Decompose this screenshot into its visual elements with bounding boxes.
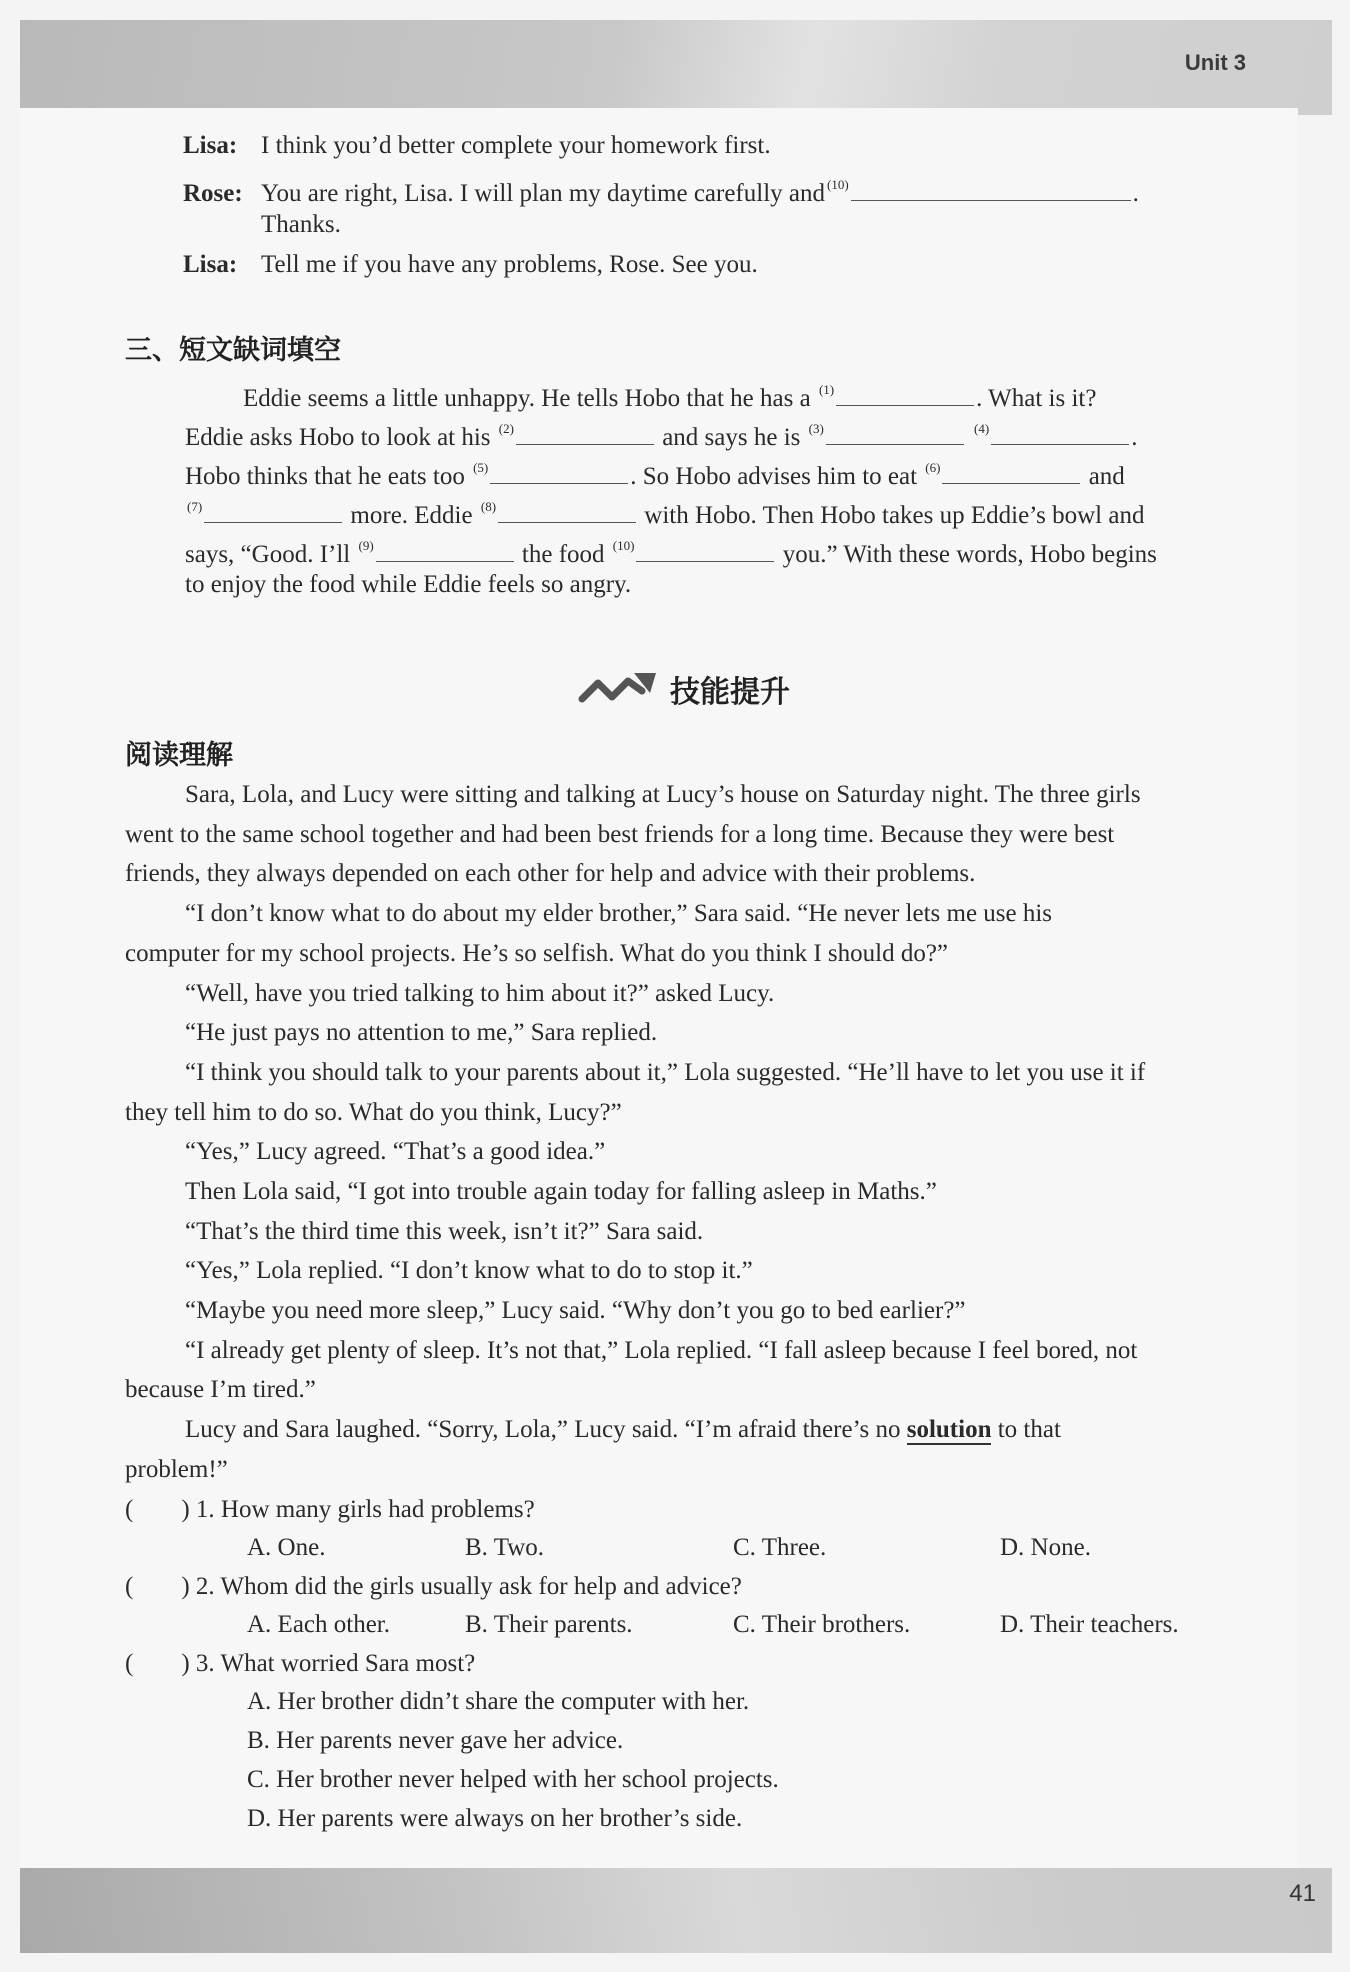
answer-blank[interactable] xyxy=(826,422,964,445)
option: A. Each other. xyxy=(247,1611,391,1638)
blank-number: (8) xyxy=(480,499,497,514)
punctuation: . xyxy=(1131,424,1138,451)
option: D. Their teachers. xyxy=(1000,1611,1179,1638)
passage-line xyxy=(185,1415,1061,1445)
dialogue-line xyxy=(183,250,758,280)
cloze-text: more. Eddie xyxy=(350,502,473,529)
dialogue-continuation: Thanks. xyxy=(261,211,341,238)
answer-blank[interactable] xyxy=(942,461,1080,484)
question-number: 3. xyxy=(195,1650,215,1677)
passage-line: problem!” xyxy=(125,1456,228,1483)
passage-line: “I think you should talk to your parents about it,” Lola suggested. “He’ll have to let you use it if xyxy=(185,1059,1146,1086)
cloze-text: Eddie asks Hobo to look at his xyxy=(185,424,491,451)
passage-line: “Yes,” Lola replied. “I don’t know what to do to stop it.” xyxy=(185,1257,753,1284)
cloze-text: Hobo thinks that he eats too xyxy=(185,463,465,490)
answer-blank[interactable] xyxy=(490,461,628,484)
option: B. Her parents never gave her advice. xyxy=(247,1727,624,1754)
answer-paren-open: ( xyxy=(125,1573,134,1600)
keyword-solution: solution xyxy=(906,1416,992,1443)
answer-blank[interactable] xyxy=(498,500,636,523)
passage-text: to that xyxy=(997,1416,1061,1443)
blank-number: (9) xyxy=(358,538,374,553)
answer-paren-close: ) xyxy=(181,1573,190,1600)
answer-paren-close: ) xyxy=(181,1650,190,1677)
question-text: Whom did the girls usually ask for help and advice? xyxy=(220,1573,742,1600)
cloze-line xyxy=(185,492,1144,531)
passage-line: “Yes,” Lucy agreed. “That’s a good idea.” xyxy=(185,1138,606,1165)
option: A. Her brother didn’t share the computer with her. xyxy=(247,1688,750,1715)
blank-number: (10) xyxy=(827,177,849,192)
speaker: Rose: xyxy=(183,180,243,207)
answer-blank[interactable] xyxy=(636,539,774,562)
cloze-line xyxy=(185,531,1157,570)
option: C. Her brother never helped with her school projects. xyxy=(247,1766,779,1793)
dialogue-text: Tell me if you have any problems, Rose. See you. xyxy=(261,251,758,278)
cloze-text: Eddie seems a little unhappy. He tells Hobo that he has a xyxy=(243,385,811,412)
passage-line: Sara, Lola, and Lucy were sitting and talking at Lucy’s house on Saturday night. The three girls xyxy=(185,781,1141,808)
dialogue-text: You are right, Lisa. I will plan my daytime carefully and xyxy=(261,180,825,207)
answer-blank[interactable] xyxy=(851,178,1131,201)
option: A. One. xyxy=(247,1534,326,1561)
blank-number: (5) xyxy=(473,460,489,475)
question-3 xyxy=(125,1649,475,1679)
option: D. None. xyxy=(1000,1534,1091,1561)
answer-blank[interactable] xyxy=(991,422,1129,445)
passage-line: computer for my school projects. He’s so selfish. What do you think I should do?” xyxy=(125,940,949,967)
unit-label: Unit 3 xyxy=(1184,50,1246,75)
section-title: 三、短文缺词填空 xyxy=(125,335,341,366)
question-2 xyxy=(125,1572,742,1602)
blank-number: (2) xyxy=(498,421,514,436)
passage-line: “Maybe you need more sleep,” Lucy said. “Why don’t you go to bed earlier?” xyxy=(185,1297,966,1324)
cloze-text: . What is it? xyxy=(976,385,1097,412)
question-text: How many girls had problems? xyxy=(220,1496,535,1523)
option: C. Three. xyxy=(733,1534,827,1561)
passage-line: friends, they always depended on each other for help and advice with their problems. xyxy=(125,860,976,887)
passage-line: “That’s the third time this week, isn’t it?” Sara said. xyxy=(185,1218,704,1245)
cloze-line xyxy=(185,414,1137,453)
cloze-line: to enjoy the food while Eddie feels so angry. xyxy=(185,571,632,598)
trend-arrow-icon xyxy=(578,669,660,709)
passage-line: “He just pays no attention to me,” Sara replied. xyxy=(185,1019,658,1046)
cloze-text: and says he is xyxy=(662,424,801,451)
passage-line: “Well, have you tried talking to him about it?” asked Lucy. xyxy=(185,980,775,1007)
passage-line: they tell him to do so. What do you think, Lucy?” xyxy=(125,1099,622,1126)
answer-blank[interactable] xyxy=(204,500,342,523)
answer-blank[interactable] xyxy=(376,539,514,562)
passage-line: went to the same school together and had been best friends for a long time. Because they were best xyxy=(125,821,1115,848)
passage-line: “I don’t know what to do about my elder brother,” Sara said. “He never lets me use his xyxy=(185,900,1053,927)
speaker: Lisa: xyxy=(183,251,238,278)
skills-title: 技能提升 xyxy=(670,675,790,710)
question-text: What worried Sara most? xyxy=(220,1650,476,1677)
passage-text: Lucy and Sara laughed. “Sorry, Lola,” Lucy said. “I’m afraid there’s no xyxy=(185,1416,901,1443)
answer-paren-open: ( xyxy=(125,1496,134,1523)
blank-number: (6) xyxy=(925,460,941,475)
option: B. Their parents. xyxy=(465,1611,633,1638)
footer-band xyxy=(20,1868,1332,1953)
answer-blank[interactable] xyxy=(836,383,974,406)
reading-title: 阅读理解 xyxy=(125,740,233,771)
cloze-text: . So Hobo advises him to eat xyxy=(630,463,918,490)
passage-line: because I’m tired.” xyxy=(125,1376,316,1403)
skills-heading xyxy=(578,667,790,711)
option: B. Two. xyxy=(465,1534,545,1561)
answer-paren-close: ) xyxy=(181,1496,190,1523)
dialogue-line xyxy=(183,170,1139,209)
cloze-text: with Hobo. Then Hobo takes up Eddie’s bowl and xyxy=(644,502,1145,529)
dialogue-text: I think you’d better complete your homework first. xyxy=(261,132,771,159)
punctuation: . xyxy=(1132,180,1139,207)
cloze-text: and xyxy=(1088,463,1125,490)
answer-paren-open: ( xyxy=(125,1650,134,1677)
speaker: Lisa: xyxy=(183,132,238,159)
cloze-line xyxy=(185,453,1125,492)
option: D. Her parents were always on her brother’s side. xyxy=(247,1805,743,1832)
blank-number: (3) xyxy=(808,421,824,436)
passage-line: “I already get plenty of sleep. It’s not that,” Lola replied. “I fall asleep because I feel bored, not xyxy=(185,1337,1138,1364)
question-number: 1. xyxy=(195,1496,215,1523)
dialogue-line xyxy=(183,131,771,161)
page-number: 41 xyxy=(1289,1880,1316,1907)
cloze-text: you.” With these words, Hobo begins xyxy=(782,541,1157,568)
cloze-text: the food xyxy=(521,541,605,568)
answer-blank[interactable] xyxy=(516,422,654,445)
question-number: 2. xyxy=(195,1573,215,1600)
blank-number: (10) xyxy=(612,538,635,553)
question-1 xyxy=(125,1495,535,1525)
cloze-text: says, “Good. I’ll xyxy=(185,541,351,568)
blank-number: (7) xyxy=(187,499,203,514)
blank-number: (4) xyxy=(974,421,990,436)
blank-number: (1) xyxy=(818,382,835,397)
header-band xyxy=(20,20,1332,115)
cloze-line xyxy=(243,375,1096,414)
option: C. Their brothers. xyxy=(733,1611,911,1638)
passage-line: Then Lola said, “I got into trouble again today for falling asleep in Maths.” xyxy=(185,1178,937,1205)
